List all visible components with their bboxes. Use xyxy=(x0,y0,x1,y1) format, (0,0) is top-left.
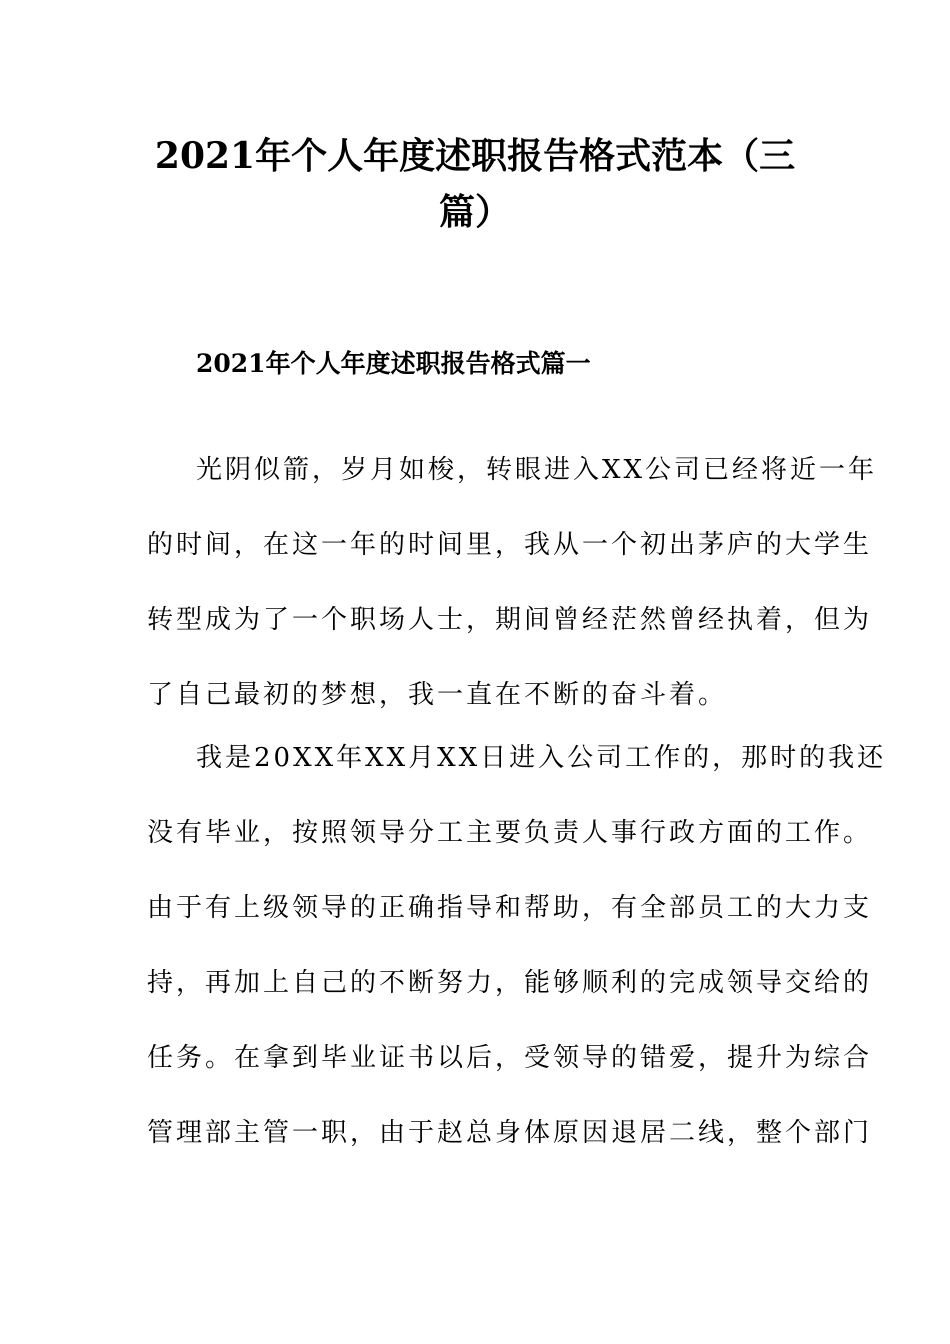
document-title-line-2: 篇） xyxy=(438,191,511,233)
paragraph-1-line-2: 的时间，在这一年的时间里，我从一个初出茅庐的大学生 xyxy=(147,530,873,560)
paragraph-1-line-4: 了自己最初的梦想，我一直在不断的奋斗着。 xyxy=(147,680,728,710)
paragraph-1-line-3: 转型成为了一个职场人士，期间曾经茫然曾经执着，但为 xyxy=(147,605,873,635)
paragraph-2-line-4: 持，再加上自己的不断努力，能够顺利的完成领导交给的 xyxy=(147,968,873,998)
section-heading: 2021年个人年度述职报告格式篇一 xyxy=(196,349,591,378)
paragraph-2-line-2: 没有毕业，按照领导分工主要负责人事行政方面的工作。 xyxy=(147,818,873,848)
document-title-line-1: 2021年个人年度述职报告格式范本（三 xyxy=(154,135,796,177)
paragraph-2-line-6: 管理部主管一职，由于赵总身体原因退居二线，整个部门 xyxy=(147,1118,873,1148)
paragraph-2-line-1: 我是20XX年XX月XX日进入公司工作的，那时的我还 xyxy=(196,743,887,773)
paragraph-2-line-5: 任务。在拿到毕业证书以后，受领导的错爱，提升为综合 xyxy=(147,1043,873,1073)
paragraph-2-line-3: 由于有上级领导的正确指导和帮助，有全部员工的大力支 xyxy=(147,893,873,923)
paragraph-1-line-1: 光阴似箭，岁月如梭，转眼进入XX公司已经将近一年 xyxy=(196,455,878,485)
